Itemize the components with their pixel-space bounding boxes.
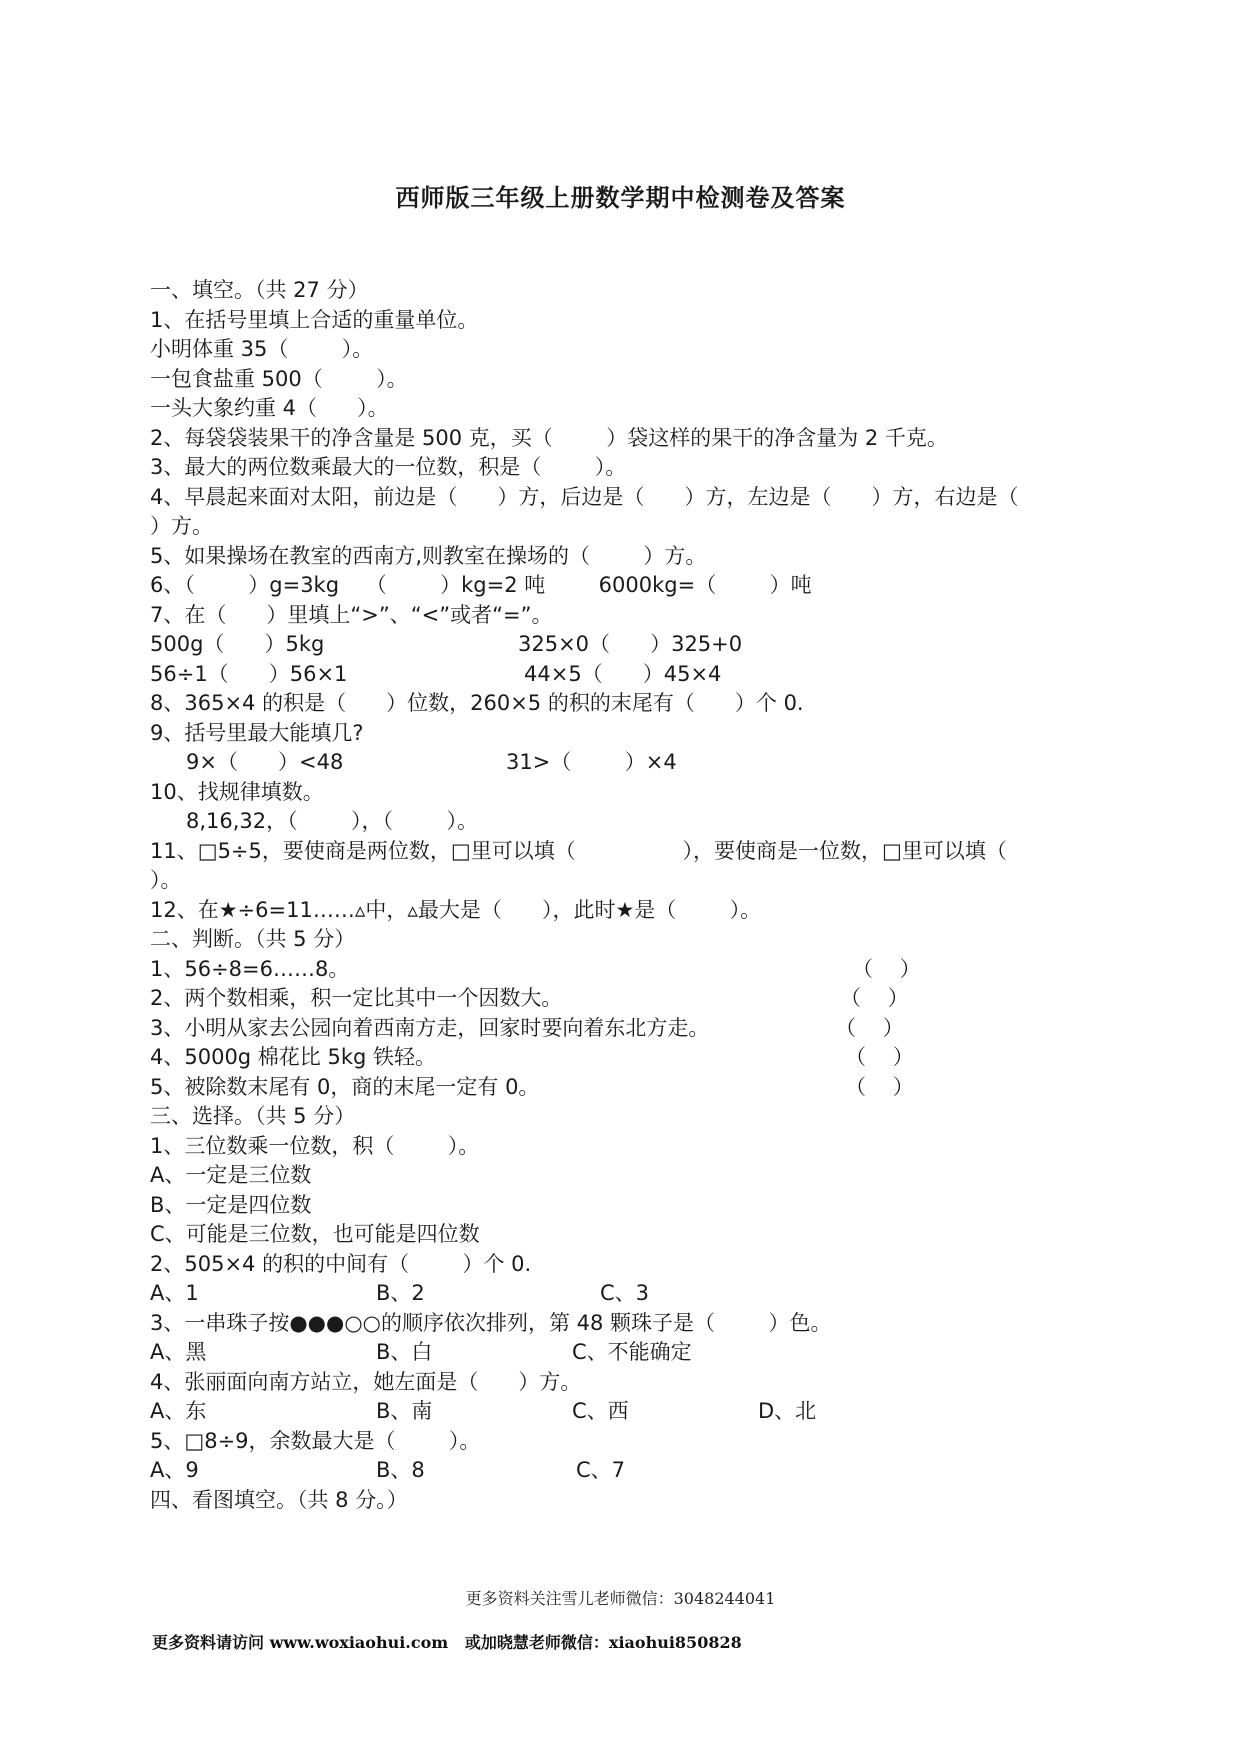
line-text: 3、小明从家去公园向着西南方走，回家时要向着东北方走。 [150, 1015, 710, 1040]
line-text: 7、在（ ）里填上“>”、“<”或者“=”。 [150, 602, 553, 627]
exam-line [150, 1368, 1150, 1398]
line-text: ）方。 [150, 514, 213, 538]
line-text: 2、505×4 的积的中间有（ ）个 0. [150, 1251, 532, 1276]
line-column-text: （ ） [852, 956, 921, 981]
page-title: 西师版三年级上册数学期中检测卷及答案 [395, 184, 846, 212]
exam-line [150, 719, 1150, 749]
exam-line [150, 483, 1150, 513]
line-text: 5、被除数末尾有 0，商的末尾一定有 0。 [150, 1074, 540, 1099]
exam-line [150, 1132, 1150, 1162]
exam-line [150, 306, 1150, 336]
line-column-text: （ ） [835, 1015, 904, 1040]
exam-line [150, 571, 1150, 601]
exam-line [150, 542, 1150, 572]
line-text: 三、选择。（共 5 分） [150, 1104, 356, 1128]
exam-line [150, 748, 1150, 778]
line-column-text: （ ） [845, 1045, 914, 1069]
line-column-text: D、北 [758, 1399, 817, 1423]
line-column-text: （ ） [845, 1074, 914, 1099]
exam-line [150, 1191, 1150, 1221]
exam-line [150, 807, 1150, 837]
line-text: 56÷1（ ）56×1 [150, 661, 348, 686]
line-column-text: C、7 [576, 1458, 626, 1482]
line-column-text: C、3 [600, 1281, 650, 1305]
line-text: A、1 [150, 1281, 199, 1305]
exam-line [150, 837, 1150, 867]
line-text: A、9 [150, 1458, 199, 1482]
line-column-text: B、8 [376, 1458, 425, 1482]
footer-contact-note: 更多资料关注雪儿老师微信：3048244041 [465, 1589, 776, 1608]
exam-line [150, 424, 1150, 454]
line-text: 3、最大的两位数乘最大的一位数，积是（ ）。 [150, 455, 627, 479]
line-column-text: C、西 [572, 1399, 629, 1423]
line-text: 一头大象约重 4（ ）。 [150, 396, 389, 420]
line-text: 小明体重 35（ ）。 [150, 337, 374, 361]
line-text: 4、早晨起来面对太阳，前边是（ ）方，后边是（ ）方，左边是（ ）方，右边是（ [150, 484, 1019, 509]
line-column-text: B、南 [376, 1399, 433, 1423]
line-text: 5、□8÷9，余数最大是（ ）。 [150, 1428, 481, 1453]
line-column-text: 325×0（ ）325+0 [518, 632, 743, 656]
exam-line [150, 365, 1150, 395]
line-text: 2、每袋袋装果干的净含量是 500 克，买（ ）袋这样的果干的净含量为 2 千克。 [150, 425, 948, 450]
exam-line [150, 778, 1150, 808]
exam-line [150, 1397, 1150, 1427]
exam-line [150, 1102, 1150, 1132]
line-text: B、一定是四位数 [150, 1192, 312, 1217]
line-text: A、东 [150, 1399, 207, 1423]
line-text: C、可能是三位数，也可能是四位数 [150, 1222, 480, 1246]
line-text: 9、括号里最大能填几? [150, 720, 364, 745]
line-text: 500g（ ）5kg [150, 632, 325, 656]
exam-line [150, 1161, 1150, 1191]
exam-line [150, 1073, 1150, 1103]
exam-line [150, 984, 1150, 1014]
line-text: 1、在括号里填上合适的重量单位。 [150, 307, 479, 332]
line-text: A、一定是三位数 [150, 1163, 312, 1187]
exam-line [150, 630, 1150, 660]
line-text: 8,16,32，（ ），（ ）。 [186, 809, 478, 833]
line-text: 10、找规律填数。 [150, 779, 324, 804]
exam-line [150, 689, 1150, 719]
exam-line [150, 1456, 1150, 1486]
exam-line [150, 866, 1150, 896]
exam-line [150, 955, 1150, 985]
line-column-text: B、白 [376, 1340, 433, 1364]
line-text: 5、如果操场在教室的西南方,则教室在操场的（ ）方。 [150, 543, 707, 568]
exam-line [150, 276, 1150, 306]
exam-line [150, 1427, 1150, 1457]
line-text: 9×（ ）<48 [186, 750, 344, 774]
exam-line [150, 453, 1150, 483]
exam-line [150, 512, 1150, 542]
exam-line [150, 394, 1150, 424]
line-text: 12、在★÷6=11……▵中，▵最大是（ ），此时★是（ ）。 [150, 897, 762, 922]
exam-line [150, 1338, 1150, 1368]
line-column-text: C、不能确定 [572, 1340, 692, 1364]
line-text: 4、5000g 棉花比 5kg 铁轻。 [150, 1045, 437, 1069]
line-text: 二、判断。（共 5 分） [150, 927, 356, 951]
exam-line [150, 1014, 1150, 1044]
exam-content [150, 276, 1150, 1515]
line-text: 8、365×4 的积是（ ）位数，260×5 的积的末尾有（ ）个 0. [150, 691, 804, 715]
line-text: ）。 [150, 868, 182, 892]
line-text: 四、看图填空。（共 8 分。） [150, 1487, 408, 1512]
exam-line [150, 896, 1150, 926]
line-text: 3、一串珠子按●●●○○的顺序依次排列，第 48 颗珠子是（ ）色。 [150, 1310, 832, 1335]
exam-line [150, 925, 1150, 955]
line-text: A、黑 [150, 1340, 207, 1364]
exam-line [150, 601, 1150, 631]
exam-line [150, 1220, 1150, 1250]
line-text: 1、三位数乘一位数，积（ ）。 [150, 1133, 480, 1158]
line-column-text: （ ） [840, 986, 909, 1010]
exam-line [150, 1250, 1150, 1280]
line-text: 11、□5÷5，要使商是两位数，□里可以填（ ），要使商是一位数，□里可以填（ [150, 838, 1007, 863]
exam-line [150, 660, 1150, 690]
exam-line [150, 1043, 1150, 1073]
exam-line [150, 1309, 1150, 1339]
line-text: 6、（ ）g=3kg （ ）kg=2 吨 6000kg=（ ）吨 [150, 573, 812, 597]
line-column-text: 31>（ ）×4 [506, 750, 677, 774]
line-text: 1、56÷8=6……8。 [150, 956, 350, 981]
line-text: 一包食盐重 500（ ）。 [150, 366, 408, 391]
line-text: 一、填空。（共 27 分） [150, 278, 369, 302]
line-text: 2、两个数相乘，积一定比其中一个因数大。 [150, 986, 563, 1010]
line-column-text: B、2 [376, 1281, 425, 1305]
exam-line [150, 335, 1150, 365]
line-text: 4、张丽面向南方站立，她左面是（ ）方。 [150, 1369, 582, 1394]
exam-line [150, 1279, 1150, 1309]
line-column-text: 44×5（ ）45×4 [524, 661, 722, 686]
footer-website-note: 更多资料请访问 www.woxiaohui.com 或加晓慧老师微信：xiaohui850828 [152, 1633, 742, 1652]
exam-line [150, 1486, 1150, 1516]
